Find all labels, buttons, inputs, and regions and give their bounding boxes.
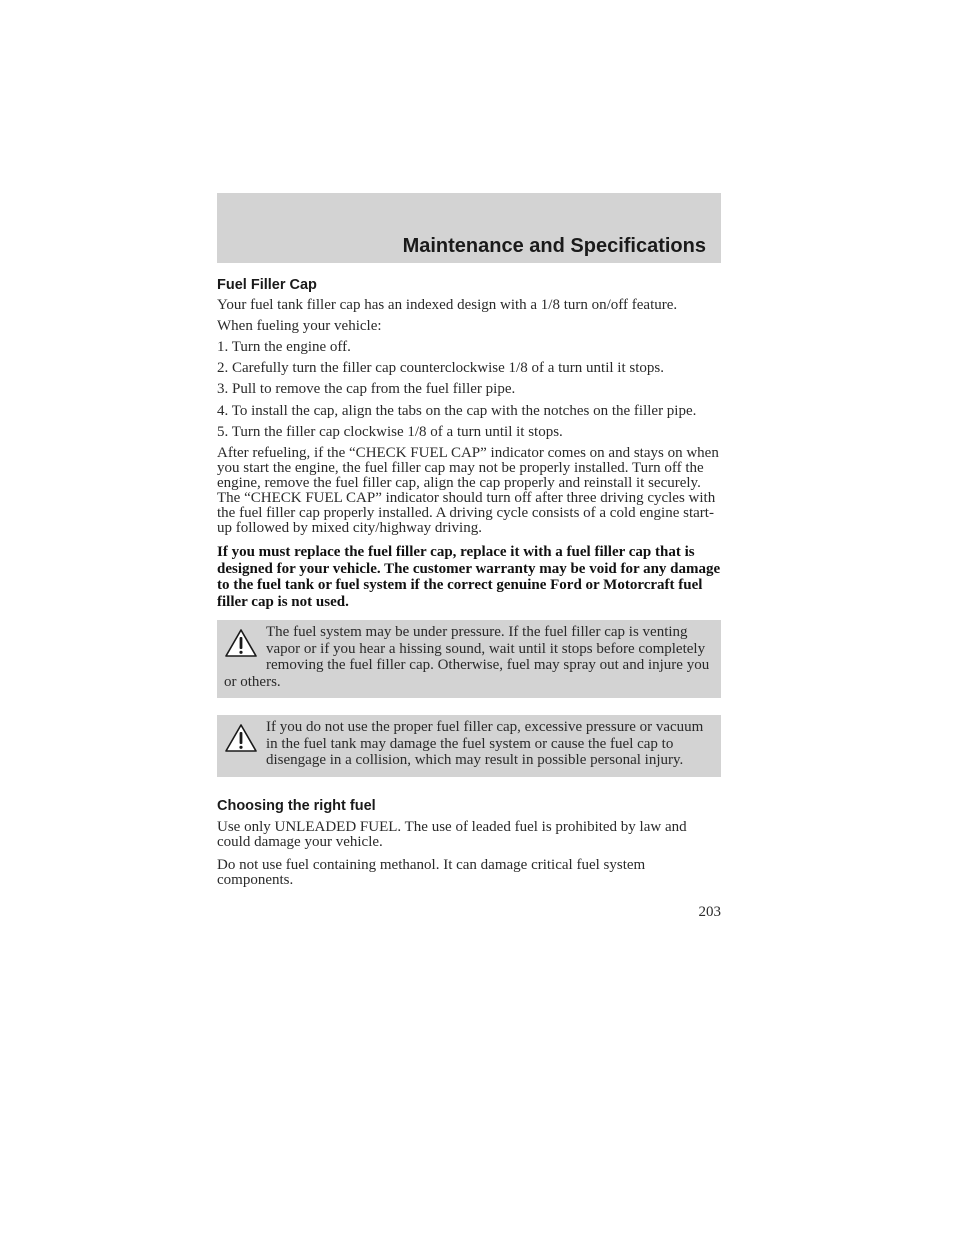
header-band xyxy=(217,193,721,263)
warning-box-proper-cap xyxy=(217,715,721,777)
step-item: 5. Turn the filler cap clockwise 1/8 of a turn until it stops. xyxy=(217,424,563,440)
page-number: 203 xyxy=(698,903,721,920)
section-heading-choosing-fuel: Choosing the right fuel xyxy=(217,797,376,814)
methanol-paragraph: Do not use fuel containing methanol. It can damage critical fuel system components. xyxy=(217,856,646,888)
warning-text: If you do not use the proper fuel filler cap, excessive pressure or vacuum in the fuel tank may damage the fuel system or cause the fuel cap to disengage in a collision, which may result in possible personal injury. xyxy=(266,719,704,768)
intro-paragraph: Your fuel tank filler cap has an indexed design with a 1/8 turn on/off feature. xyxy=(217,297,678,313)
step-item: 4. To install the cap, align the tabs on the cap with the notches on the filler pipe. xyxy=(217,403,697,419)
warning-triangle-icon xyxy=(224,628,258,658)
step-item: 2. Carefully turn the filler cap counterclockwise 1/8 of a turn until it stops. xyxy=(217,360,664,376)
after-refueling-paragraph: After refueling, if the “CHECK FUEL CAP” indicator comes on and stays on when you start the engine, the fuel filler cap may not be properly installed. Turn off the engine, remove the fuel filler cap, align the cap properly and reinstall it securely. The “CHECK FUEL CAP” indicator should turn off after three driving cycles with the fuel filler cap properly installed. A driving cycle consists of a cold engine start-up followed by mixed city/highway driving. xyxy=(217,445,719,536)
warning-box-pressure xyxy=(217,620,721,698)
unleaded-fuel-paragraph: Use only UNLEADED FUEL. The use of leaded fuel is prohibited by law and could damage your vehicle. xyxy=(217,818,687,850)
manual-page xyxy=(217,193,721,922)
when-fueling-text: When fueling your vehicle: xyxy=(217,318,382,334)
step-item: 1. Turn the engine off. xyxy=(217,339,351,355)
warning-text: The fuel system may be under pressure. If the fuel filler cap is venting vapor or if you hear a hissing sound, wait until it stops before completely removing the fuel filler cap. Otherwise, fuel may spray out and injure you or others. xyxy=(224,624,710,690)
section-heading-fuel-filler-cap: Fuel Filler Cap xyxy=(217,277,317,293)
step-item: 3. Pull to remove the cap from the fuel filler pipe. xyxy=(217,381,516,397)
warning-triangle-icon xyxy=(224,723,258,753)
replacement-notice: If you must replace the fuel filler cap, replace it with a fuel filler cap that is designed for your vehicle. The customer warranty may be void for any damage to the fuel tank or fuel system if the correct genuine Ford or Motorcraft fuel filler cap is not used. xyxy=(217,544,721,610)
page-title: Maintenance and Specifications xyxy=(402,235,706,257)
